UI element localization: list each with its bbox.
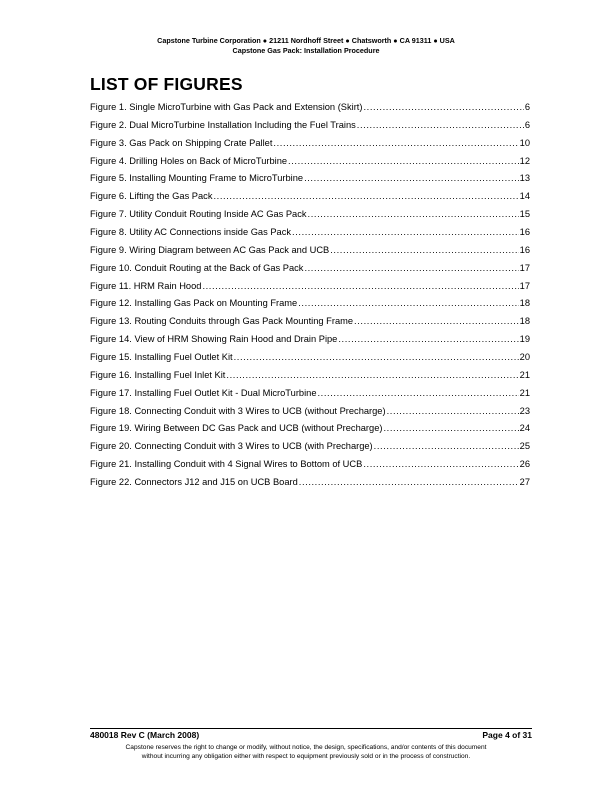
figure-title: Figure 5. Installing Mounting Frame to MicroTurbine xyxy=(90,173,304,184)
header-company-line: Capstone Turbine Corporation ● 21211 Nordhoff Street ● Chatsworth ● CA 91311 ● USA xyxy=(157,36,455,45)
dot-leader xyxy=(374,441,519,451)
dot-leader xyxy=(387,406,519,416)
figure-entry[interactable] xyxy=(90,191,530,209)
figure-page-number: 16 xyxy=(519,227,530,238)
footer-page-number: Page 4 of 31 xyxy=(482,730,532,740)
figure-title: Figure 9. Wiring Diagram between AC Gas Pack and UCB xyxy=(90,244,330,255)
dot-leader xyxy=(288,156,519,166)
dot-leader xyxy=(292,227,519,237)
figure-page-number: 14 xyxy=(519,191,530,202)
figure-title: Figure 20. Connecting Conduit with 3 Wires to UCB (with Precharge) xyxy=(90,441,373,452)
figure-title: Figure 19. Wiring Between DC Gas Pack and UCB (without Precharge) xyxy=(90,423,383,434)
figure-page-number: 18 xyxy=(519,298,530,309)
header-document-line: Capstone Gas Pack: Installation Procedure xyxy=(232,46,380,55)
figure-page-number: 20 xyxy=(519,352,530,363)
figure-page-number: 18 xyxy=(519,316,530,327)
dot-leader xyxy=(363,102,523,112)
figure-page-number: 21 xyxy=(519,387,530,398)
dot-leader xyxy=(318,388,519,398)
dot-leader xyxy=(383,423,518,433)
dot-leader xyxy=(234,352,519,362)
figure-entry[interactable] xyxy=(90,281,530,299)
figure-page-number: 16 xyxy=(519,244,530,255)
figure-entry[interactable] xyxy=(90,245,530,263)
dot-leader xyxy=(273,138,518,148)
figure-entry[interactable] xyxy=(90,406,530,424)
footer-disclaimer xyxy=(0,743,612,761)
figure-page-number: 13 xyxy=(519,173,530,184)
figure-entry[interactable] xyxy=(90,477,530,495)
figure-title: Figure 18. Connecting Conduit with 3 Wires to UCB (without Precharge) xyxy=(90,405,386,416)
figure-page-number: 19 xyxy=(519,334,530,345)
figure-title: Figure 4. Drilling Holes on Back of MicroTurbine xyxy=(90,155,288,166)
figure-title: Figure 6. Lifting the Gas Pack xyxy=(90,191,213,202)
figure-title: Figure 8. Utility AC Connections inside Gas Pack xyxy=(90,227,292,238)
dot-leader xyxy=(308,209,519,219)
figure-page-number: 17 xyxy=(519,262,530,273)
figure-entry[interactable] xyxy=(90,156,530,174)
footer-divider xyxy=(90,728,532,729)
figure-entry[interactable] xyxy=(90,352,530,370)
figure-title: Figure 11. HRM Rain Hood xyxy=(90,280,202,291)
figure-entry[interactable] xyxy=(90,102,530,120)
dot-leader xyxy=(338,334,518,344)
figure-page-number: 26 xyxy=(519,459,530,470)
figure-page-number: 15 xyxy=(519,209,530,220)
dot-leader xyxy=(298,298,518,308)
figure-title: Figure 17. Installing Fuel Outlet Kit - Dual MicroTurbine xyxy=(90,387,317,398)
figure-page-number: 23 xyxy=(519,405,530,416)
figure-title: Figure 3. Gas Pack on Shipping Crate Pallet xyxy=(90,137,273,148)
dot-leader xyxy=(354,316,519,326)
dot-leader xyxy=(304,173,519,183)
figure-entry[interactable] xyxy=(90,298,530,316)
dot-leader xyxy=(299,477,519,487)
figure-title: Figure 21. Installing Conduit with 4 Signal Wires to Bottom of UCB xyxy=(90,459,363,470)
figure-title: Figure 10. Conduit Routing at the Back of Gas Pack xyxy=(90,262,304,273)
figure-title: Figure 2. Dual MicroTurbine Installation Including the Fuel Trains xyxy=(90,119,356,130)
page-header xyxy=(0,36,612,56)
dot-leader xyxy=(363,459,518,469)
figure-page-number: 6 xyxy=(524,119,530,130)
figure-page-number: 24 xyxy=(519,423,530,434)
dot-leader xyxy=(357,120,524,130)
dot-leader xyxy=(330,245,518,255)
figure-title: Figure 7. Utility Conduit Routing Inside AC Gas Pack xyxy=(90,209,307,220)
figure-title: Figure 22. Connectors J12 and J15 on UCB Board xyxy=(90,477,298,488)
figure-page-number: 10 xyxy=(519,137,530,148)
figure-entry[interactable] xyxy=(90,120,530,138)
figure-page-number: 27 xyxy=(519,477,530,488)
figure-entry[interactable] xyxy=(90,173,530,191)
figure-page-number: 17 xyxy=(519,280,530,291)
figure-entry[interactable] xyxy=(90,423,530,441)
figure-list xyxy=(90,102,530,495)
page-title: LIST OF FIGURES xyxy=(90,74,243,94)
figure-entry[interactable] xyxy=(90,370,530,388)
footer-document-id: 480018 Rev C (March 2008) xyxy=(90,730,200,740)
dot-leader xyxy=(202,281,518,291)
dot-leader xyxy=(226,370,518,380)
figure-entry[interactable] xyxy=(90,227,530,245)
figure-entry[interactable] xyxy=(90,459,530,477)
dot-leader xyxy=(304,263,518,273)
figure-entry[interactable] xyxy=(90,209,530,227)
figure-entry[interactable] xyxy=(90,388,530,406)
figure-title: Figure 15. Installing Fuel Outlet Kit xyxy=(90,352,233,363)
figure-page-number: 12 xyxy=(519,155,530,166)
figure-title: Figure 14. View of HRM Showing Rain Hood and Drain Pipe xyxy=(90,334,338,345)
dot-leader xyxy=(213,191,518,201)
figure-entry[interactable] xyxy=(90,316,530,334)
figure-title: Figure 12. Installing Gas Pack on Mounting Frame xyxy=(90,298,298,309)
figure-title: Figure 1. Single MicroTurbine with Gas Pack and Extension (Skirt) xyxy=(90,102,363,112)
figure-page-number: 6 xyxy=(524,102,530,112)
figure-entry[interactable] xyxy=(90,334,530,352)
figure-entry[interactable] xyxy=(90,263,530,281)
figure-entry[interactable] xyxy=(90,441,530,459)
figure-page-number: 25 xyxy=(519,441,530,452)
figure-title: Figure 16. Installing Fuel Inlet Kit xyxy=(90,369,226,380)
footer-disclaimer-line-1: Capstone reserves the right to change or modify, without notice, the design, specifications, and/or contents of this document xyxy=(125,744,487,751)
figure-page-number: 21 xyxy=(519,369,530,380)
figure-title: Figure 13. Routing Conduits through Gas Pack Mounting Frame xyxy=(90,316,354,327)
figure-entry[interactable] xyxy=(90,138,530,156)
footer-disclaimer-line-2: without incurring any obligation either with respect to equipment previously sold or in the process of construction. xyxy=(141,753,471,760)
